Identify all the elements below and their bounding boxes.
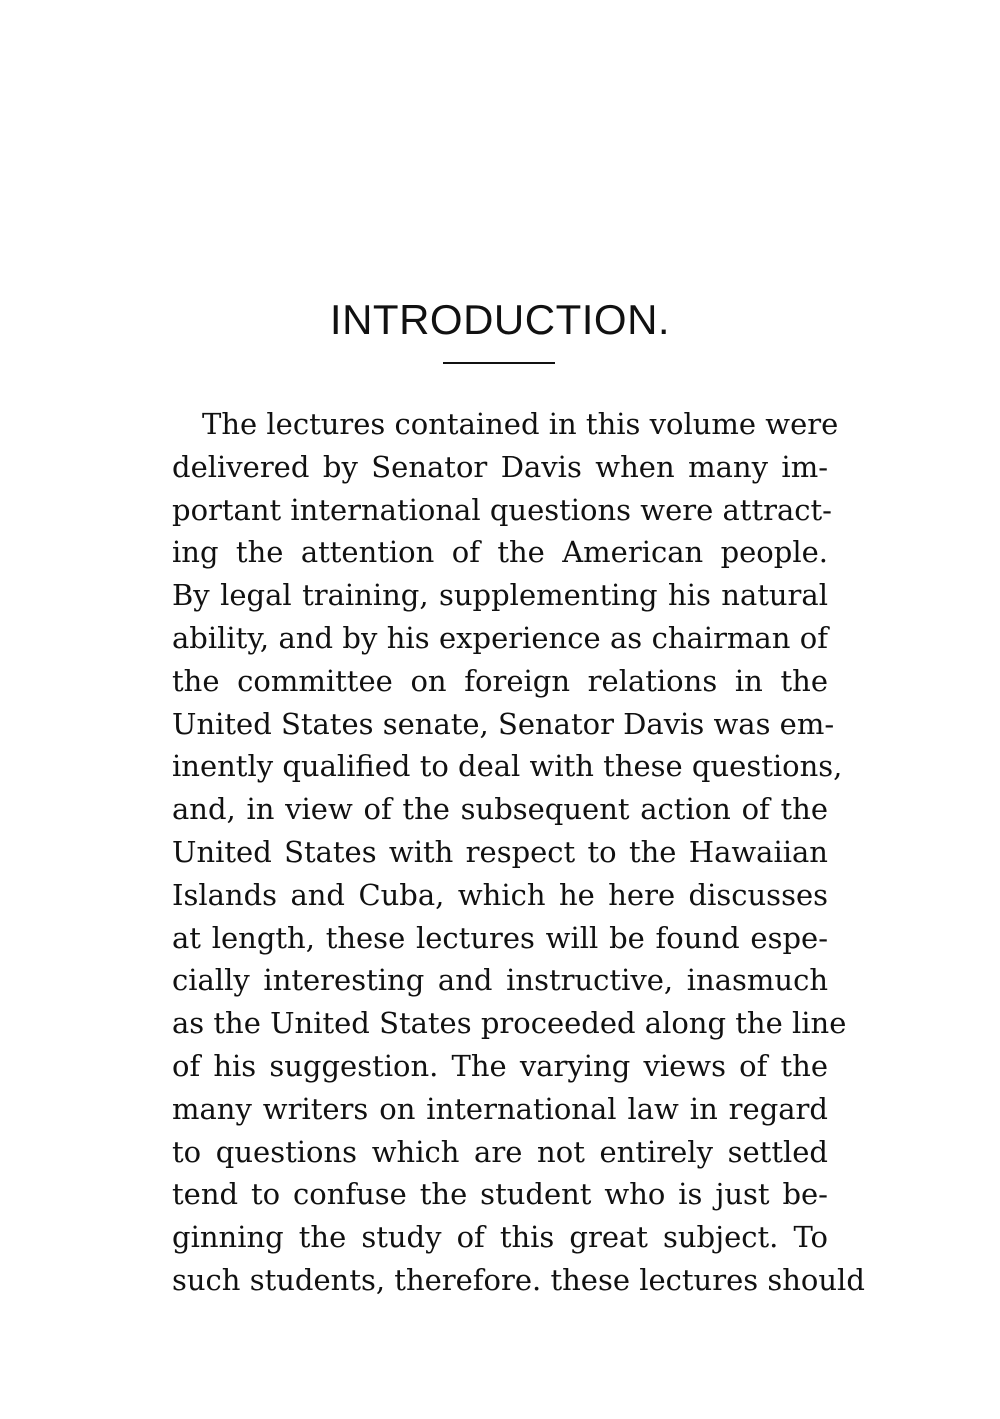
text-line: to questions which are not entirely settled (172, 1134, 828, 1169)
text-line: and, in view of the subsequent action of the (172, 792, 828, 827)
body-paragraph (172, 403, 865, 1302)
text-line: of his suggestion. The varying views of the (172, 1048, 828, 1083)
text-line: ability, and by his experience as chairman of (172, 620, 828, 655)
text-line: such students, therefore. these lectures should (172, 1262, 865, 1297)
text-line: inently qualified to deal with these questions, (172, 749, 843, 784)
text-line: ginning the study of this great subject. To (172, 1220, 828, 1255)
text-line: Islands and Cuba, which he here discusses (172, 877, 828, 912)
text-line: the committee on foreign relations in the (172, 663, 828, 698)
text-line: tend to confuse the student who is just be- (172, 1177, 828, 1212)
text-line: portant international questions were attract- (172, 492, 832, 527)
text-line: cially interesting and instructive, inasmuch (172, 963, 828, 998)
title-rule-divider (443, 362, 555, 364)
text-line: delivered by Senator Davis when many im- (172, 449, 828, 484)
text-line: at length, these lectures will be found espe- (172, 920, 828, 955)
text-line: The lectures contained in this volume were (202, 407, 839, 441)
text-line: By legal training, supplementing his natural (172, 578, 828, 613)
text-line: ing the attention of the American people. (172, 535, 828, 570)
text-line: many writers on international law in regard (172, 1091, 828, 1126)
text-line: as the United States proceeded along the line (172, 1006, 847, 1041)
page-title: INTRODUCTION. (329, 296, 671, 343)
text-line: United States senate, Senator Davis was em- (172, 706, 835, 741)
text-line: United States with respect to the Hawaiian (172, 834, 828, 869)
